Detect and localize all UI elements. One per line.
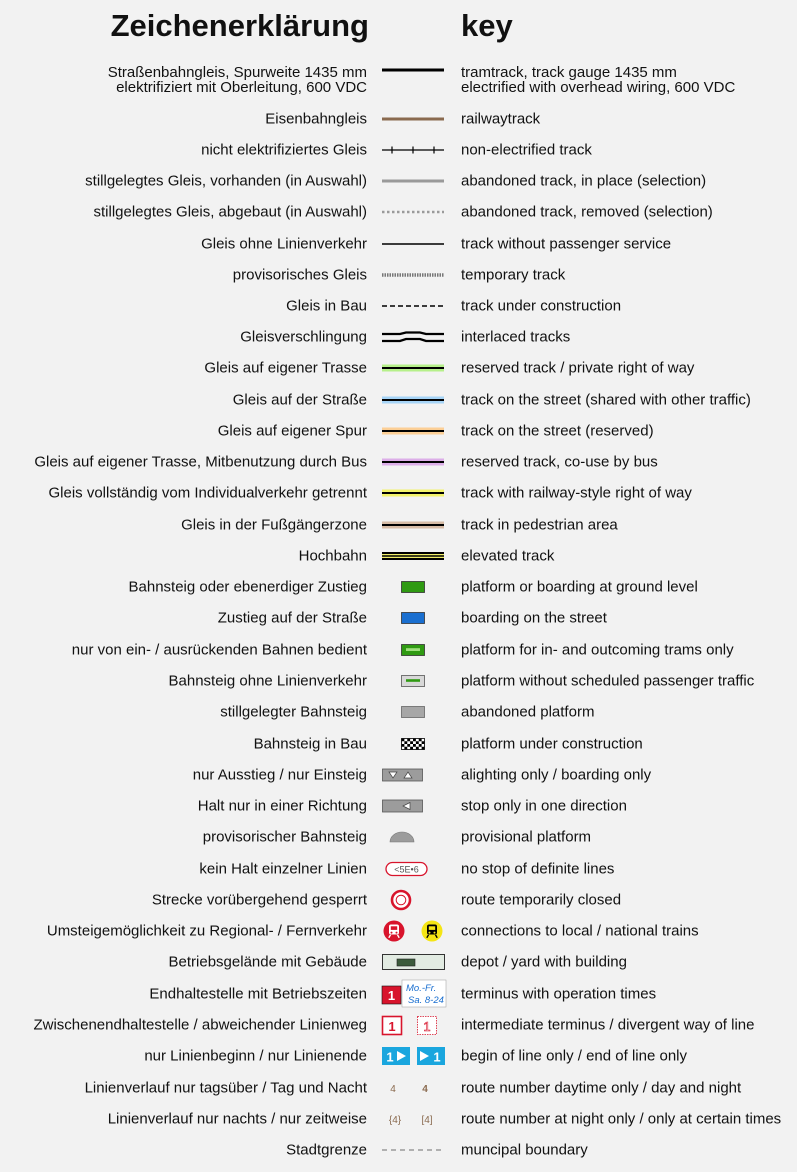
german-label-line: Betriebsgelände mit Gebäude bbox=[168, 953, 367, 971]
english-label bbox=[461, 299, 621, 314]
line-begin-end-symbol bbox=[378, 1041, 448, 1071]
english-label-line: route temporarily closed bbox=[461, 891, 622, 909]
legend-row-route-closed bbox=[0, 885, 797, 915]
german-label bbox=[181, 518, 367, 533]
svg-text:[4]: [4] bbox=[421, 1115, 433, 1126]
german-label-line: nur von ein- / ausrückenden Bahnen bedient bbox=[71, 641, 367, 659]
german-label bbox=[85, 174, 367, 189]
german-label bbox=[233, 268, 367, 283]
legend-row-removed-track bbox=[0, 197, 797, 227]
german-label bbox=[254, 737, 367, 752]
german-label-line: Linienverlauf nur nachts / nur zeitweise bbox=[107, 1110, 367, 1128]
english-label-line: track on the street (reserved) bbox=[461, 422, 654, 440]
english-label bbox=[461, 455, 658, 470]
english-label bbox=[461, 393, 751, 408]
german-label bbox=[218, 424, 367, 439]
english-label-line: track without passenger service bbox=[461, 235, 672, 253]
english-label bbox=[461, 549, 554, 564]
english-label bbox=[461, 143, 592, 158]
english-label bbox=[461, 518, 618, 533]
english-label-line: route number at night only / only at certain times bbox=[461, 1110, 782, 1128]
german-label-line: Endhaltestelle mit Betriebszeiten bbox=[149, 985, 367, 1003]
legend-row-platform-ground bbox=[0, 572, 797, 602]
street-track-symbol bbox=[378, 385, 448, 415]
english-label bbox=[461, 1081, 741, 1096]
english-label-line: track on the street (shared with other traffic) bbox=[461, 391, 751, 409]
svg-text:Mo.-Fr.: Mo.-Fr. bbox=[406, 983, 437, 994]
german-label bbox=[233, 393, 367, 408]
german-label bbox=[34, 455, 367, 470]
svg-text:Sa. 8-24: Sa. 8-24 bbox=[408, 995, 444, 1006]
german-label bbox=[201, 143, 367, 158]
german-label-line: stillgelegter Bahnsteig bbox=[220, 703, 367, 721]
english-label-line: muncipal boundary bbox=[461, 1141, 588, 1159]
provisional-platform-symbol bbox=[378, 822, 448, 852]
english-label bbox=[461, 768, 651, 783]
platform-construction-symbol bbox=[378, 729, 448, 759]
german-label bbox=[72, 643, 367, 658]
route-night-symbol bbox=[378, 1104, 448, 1134]
german-label bbox=[286, 299, 367, 314]
german-label bbox=[47, 924, 367, 939]
german-label bbox=[203, 830, 367, 845]
english-label bbox=[461, 424, 654, 439]
svg-text:1: 1 bbox=[423, 1019, 431, 1034]
english-label-line: temporary track bbox=[461, 266, 566, 284]
legend-row-route-night bbox=[0, 1104, 797, 1134]
german-label bbox=[218, 611, 367, 626]
legend-row-reserved-track bbox=[0, 353, 797, 383]
platform-no-service-symbol bbox=[378, 666, 448, 696]
english-label bbox=[461, 924, 699, 939]
english-label bbox=[461, 580, 698, 595]
platform-ground-symbol bbox=[378, 572, 448, 602]
english-label-line: abandoned platform bbox=[461, 703, 595, 721]
english-label bbox=[461, 1143, 588, 1158]
german-label-line: elektrifiziert mit Oberleitung, 600 VDC bbox=[116, 79, 367, 96]
english-label-line: alighting only / boarding only bbox=[461, 766, 652, 784]
svg-text:{4}: {4} bbox=[388, 1115, 402, 1126]
english-label bbox=[461, 987, 656, 1002]
english-label bbox=[461, 205, 713, 220]
german-label bbox=[144, 1049, 367, 1064]
english-label-line: intermediate terminus / divergent way of line bbox=[461, 1016, 755, 1034]
legend-row-pedestrian-track bbox=[0, 510, 797, 540]
english-label-line: track with railway-style right of way bbox=[461, 484, 692, 502]
english-label bbox=[461, 737, 643, 752]
german-label bbox=[33, 1018, 367, 1033]
german-label-line: Gleis auf der Straße bbox=[232, 391, 367, 409]
english-label bbox=[461, 611, 607, 626]
german-label-line: kein Halt einzelner Linien bbox=[199, 860, 367, 878]
interlaced-tracks-symbol bbox=[378, 322, 448, 352]
german-label-line: nur Ausstieg / nur Einsteig bbox=[192, 766, 367, 784]
english-label bbox=[461, 174, 706, 189]
legend-row-tram-track bbox=[0, 57, 797, 103]
english-label-line: connections to local / national trains bbox=[461, 922, 699, 940]
german-label-line: Umsteigemöglichkeit zu Regional- / Fernverkehr bbox=[46, 922, 367, 940]
legend-row-platform-depot-only bbox=[0, 635, 797, 665]
english-label-line: track in pedestrian area bbox=[461, 516, 618, 534]
english-label-line: depot / yard with building bbox=[461, 953, 627, 971]
german-label bbox=[49, 486, 368, 501]
temporary-track-symbol bbox=[378, 260, 448, 290]
legend-row-temporary-track bbox=[0, 260, 797, 290]
pedestrian-track-symbol bbox=[378, 510, 448, 540]
english-label bbox=[461, 486, 692, 501]
non-electrified-track-symbol bbox=[378, 135, 448, 165]
english-label bbox=[461, 237, 671, 252]
german-label bbox=[85, 1081, 367, 1096]
german-label-line: Gleis ohne Linienverkehr bbox=[201, 235, 367, 253]
german-label-line: Gleis in Bau bbox=[286, 297, 367, 315]
legend-row-platform-abandoned bbox=[0, 697, 797, 727]
german-label bbox=[265, 112, 367, 127]
english-label bbox=[461, 268, 565, 283]
english-label-line: route number daytime only / day and night bbox=[461, 1079, 742, 1097]
svg-text:1: 1 bbox=[388, 1019, 396, 1034]
train-connections-symbol bbox=[378, 916, 448, 946]
alighting-boarding-symbol bbox=[378, 760, 448, 790]
legend-row-street-track bbox=[0, 385, 797, 415]
german-label bbox=[286, 1143, 367, 1158]
english-label bbox=[461, 705, 594, 720]
german-label-line: provisorisches Gleis bbox=[232, 266, 367, 284]
legend-row-bus-shared-track bbox=[0, 447, 797, 477]
german-label-line: Gleis auf eigener Trasse, Mitbenutzung durch Bus bbox=[34, 453, 367, 471]
route-day-symbol bbox=[378, 1073, 448, 1103]
english-label-line: stop only in one direction bbox=[461, 797, 627, 815]
german-label-line: stillgelegtes Gleis, abgebaut (in Auswahl) bbox=[93, 203, 367, 221]
german-label bbox=[198, 799, 367, 814]
no-service-track-symbol bbox=[378, 229, 448, 259]
svg-text:1: 1 bbox=[386, 1049, 394, 1065]
english-label bbox=[461, 830, 591, 845]
route-closed-symbol bbox=[378, 885, 448, 915]
legend-row-railway-track bbox=[0, 104, 797, 134]
english-label-line: reserved track, co-use by bus bbox=[461, 453, 658, 471]
one-direction-stop-symbol bbox=[378, 791, 448, 821]
legend-row-elevated-track bbox=[0, 541, 797, 571]
railway-track-symbol bbox=[378, 104, 448, 134]
german-label-line: Stadtgrenze bbox=[286, 1141, 367, 1159]
legend-row-construction-track bbox=[0, 291, 797, 321]
reserved-lane-track-symbol bbox=[378, 416, 448, 446]
legend-row-platform-construction bbox=[0, 729, 797, 759]
separated-track-symbol bbox=[378, 478, 448, 508]
legend-row-provisional-platform bbox=[0, 822, 797, 852]
german-label-line: Gleisverschlingung bbox=[240, 328, 367, 346]
german-label bbox=[169, 955, 367, 970]
legend-row-reserved-lane-track bbox=[0, 416, 797, 446]
german-label-line: Strecke vorübergehend gesperrt bbox=[151, 891, 367, 909]
english-label bbox=[461, 799, 627, 814]
legend-row-non-electrified-track bbox=[0, 135, 797, 165]
legend-row-interlaced-tracks bbox=[0, 322, 797, 352]
english-label bbox=[461, 112, 540, 127]
english-label bbox=[461, 643, 734, 658]
english-label-line: elevated track bbox=[461, 547, 555, 565]
english-label-line: abandoned track, removed (selection) bbox=[461, 203, 713, 221]
legend-row-depot bbox=[0, 947, 797, 977]
german-label-line: Gleis vollständig vom Individualverkehr getrennt bbox=[48, 484, 367, 502]
english-label bbox=[461, 955, 627, 970]
title-german: Zeichenerklärung bbox=[110, 8, 369, 43]
intermediate-terminus-symbol bbox=[378, 1010, 448, 1040]
english-label-line: platform under construction bbox=[461, 735, 643, 753]
english-label bbox=[461, 361, 694, 376]
legend-row-no-stop-lines bbox=[0, 854, 797, 884]
no-stop-lines-symbol bbox=[378, 854, 448, 884]
english-label-line: no stop of definite lines bbox=[461, 860, 615, 878]
english-label-line: tramtrack, track gauge 1435 mm bbox=[461, 64, 677, 81]
legend-row-train-connections bbox=[0, 916, 797, 946]
english-label bbox=[461, 862, 614, 877]
legend-row-one-direction-stop bbox=[0, 791, 797, 821]
english-label bbox=[461, 1112, 781, 1127]
german-label bbox=[129, 580, 368, 595]
german-label bbox=[193, 768, 367, 783]
english-label-line: platform or boarding at ground level bbox=[461, 578, 698, 596]
svg-text:4: 4 bbox=[390, 1084, 396, 1095]
english-label bbox=[461, 1049, 687, 1064]
legend-row-no-service-track bbox=[0, 229, 797, 259]
city-boundary-symbol bbox=[378, 1135, 448, 1165]
legend-row-terminus-times bbox=[0, 979, 797, 1009]
abandoned-track-symbol bbox=[378, 166, 448, 196]
platform-depot-only-symbol bbox=[378, 635, 448, 665]
german-label-line: nicht elektrifiziertes Gleis bbox=[201, 141, 367, 159]
legend-row-route-day bbox=[0, 1073, 797, 1103]
title-english: key bbox=[461, 8, 513, 43]
english-label-line: interlaced tracks bbox=[461, 328, 571, 346]
german-label bbox=[299, 549, 367, 564]
german-label bbox=[108, 1112, 367, 1127]
german-label bbox=[220, 705, 367, 720]
legend-row-separated-track bbox=[0, 478, 797, 508]
german-label-line: Bahnsteig ohne Linienverkehr bbox=[168, 672, 367, 690]
svg-text:1: 1 bbox=[433, 1049, 441, 1065]
svg-text:4: 4 bbox=[422, 1084, 428, 1095]
english-label-line: track under construction bbox=[461, 297, 622, 315]
depot-symbol bbox=[378, 947, 448, 977]
german-label-line: Gleis auf eigener Spur bbox=[217, 422, 367, 440]
english-label-line: abandoned track, in place (selection) bbox=[461, 172, 707, 190]
german-label-line: provisorischer Bahnsteig bbox=[202, 828, 367, 846]
legend-row-alighting-boarding bbox=[0, 760, 797, 790]
german-label-line: Bahnsteig oder ebenerdiger Zustieg bbox=[128, 578, 367, 596]
english-label bbox=[461, 674, 754, 689]
svg-text:<5E•6: <5E•6 bbox=[394, 864, 419, 875]
english-label-line: provisional platform bbox=[461, 828, 592, 846]
german-label bbox=[108, 65, 367, 95]
english-label-line: reserved track / private right of way bbox=[461, 359, 695, 377]
english-label-line: boarding on the street bbox=[461, 609, 607, 627]
german-label bbox=[94, 205, 368, 220]
german-label-line: nur Linienbeginn / nur Linienende bbox=[144, 1047, 367, 1065]
removed-track-symbol bbox=[378, 197, 448, 227]
german-label-line: Gleis auf eigener Trasse bbox=[204, 359, 367, 377]
english-label bbox=[461, 893, 621, 908]
german-label-line: stillgelegtes Gleis, vorhanden (in Auswahl) bbox=[85, 172, 367, 190]
english-label bbox=[461, 65, 735, 95]
bus-shared-track-symbol bbox=[378, 447, 448, 477]
german-label-line: Gleis in der Fußgängerzone bbox=[181, 516, 367, 534]
platform-abandoned-symbol bbox=[378, 697, 448, 727]
elevated-track-symbol bbox=[378, 541, 448, 571]
english-label-line: electrified with overhead wiring, 600 VDC bbox=[461, 79, 736, 96]
german-label bbox=[169, 674, 367, 689]
svg-text:1: 1 bbox=[387, 988, 396, 1003]
english-label bbox=[461, 330, 570, 345]
legend-row-abandoned-track bbox=[0, 166, 797, 196]
legend-row-line-begin-end bbox=[0, 1041, 797, 1071]
construction-track-symbol bbox=[378, 291, 448, 321]
german-label-line: Zustieg auf der Straße bbox=[217, 609, 367, 627]
english-label-line: non-electrified track bbox=[461, 141, 592, 159]
english-label bbox=[461, 1018, 754, 1033]
terminus-times-symbol bbox=[378, 979, 448, 1009]
english-label-line: railwaytrack bbox=[461, 110, 541, 128]
tram-track-symbol bbox=[378, 55, 448, 85]
legend-row-city-boundary bbox=[0, 1135, 797, 1165]
english-label-line: terminus with operation times bbox=[461, 985, 657, 1003]
german-label-line: Eisenbahngleis bbox=[265, 110, 367, 128]
german-label-line: Halt nur in einer Richtung bbox=[197, 797, 367, 815]
german-label-line: Straßenbahngleis, Spurweite 1435 mm bbox=[107, 64, 367, 81]
german-label-line: Zwischenendhaltestelle / abweichender Linienweg bbox=[33, 1016, 367, 1034]
german-label bbox=[240, 330, 367, 345]
german-label bbox=[152, 893, 367, 908]
german-label bbox=[204, 361, 367, 376]
german-label bbox=[201, 237, 367, 252]
legend-row-platform-street bbox=[0, 603, 797, 633]
english-label-line: begin of line only / end of line only bbox=[461, 1047, 687, 1065]
legend-row-platform-no-service bbox=[0, 666, 797, 696]
reserved-track-symbol bbox=[378, 353, 448, 383]
german-label bbox=[149, 987, 367, 1002]
german-label-line: Bahnsteig in Bau bbox=[253, 735, 367, 753]
german-label-line: Linienverlauf nur tagsüber / Tag und Nacht bbox=[84, 1079, 367, 1097]
german-label-line: Hochbahn bbox=[298, 547, 367, 565]
english-label-line: platform for in- and outcoming trams only bbox=[461, 641, 734, 659]
english-label-line: platform without scheduled passenger traffic bbox=[461, 672, 755, 690]
platform-street-symbol bbox=[378, 603, 448, 633]
german-label bbox=[199, 862, 367, 877]
legend-row-intermediate-terminus bbox=[0, 1010, 797, 1040]
